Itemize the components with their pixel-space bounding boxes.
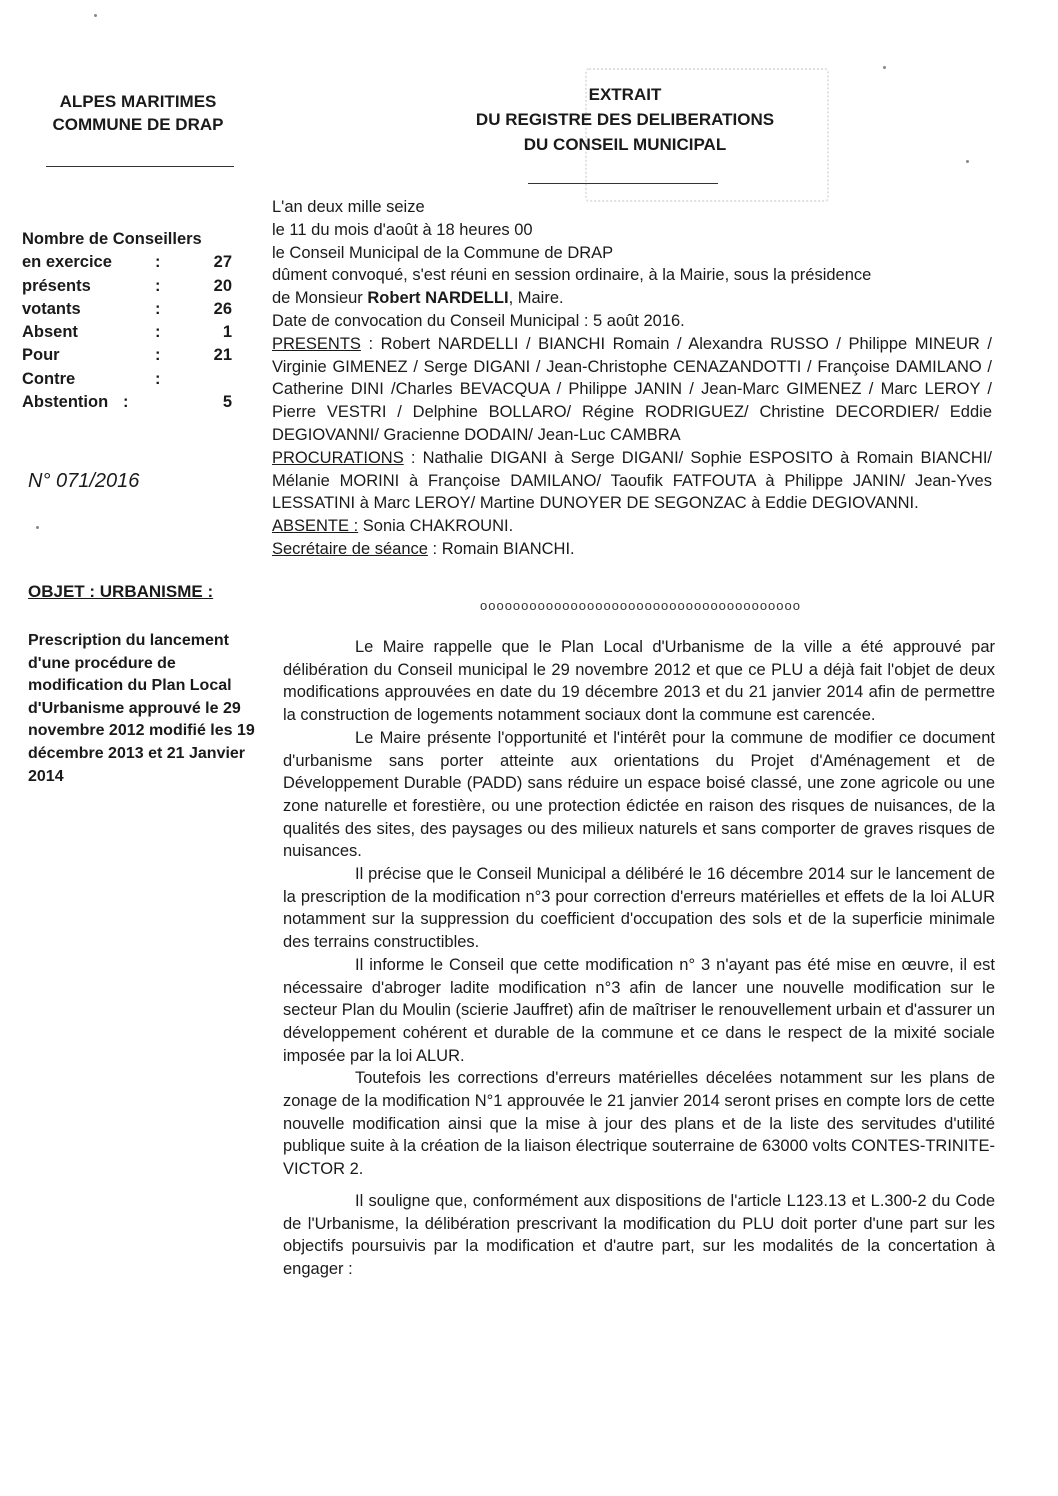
- section-separator: ooooooooooooooooooooooooooooooooooooooo: [480, 598, 801, 613]
- register-header: [455, 82, 795, 157]
- council-count-table: [22, 228, 232, 414]
- register-title-line1: EXTRAIT: [588, 85, 662, 104]
- scan-speck: [94, 14, 97, 17]
- presents-label: PRESENTS: [272, 334, 361, 353]
- stats-row-absent: Absent : 1: [22, 323, 232, 342]
- object-title: OBJET : URBANISME :: [28, 582, 214, 601]
- secretaire-label: Secrétaire de séance: [272, 539, 428, 558]
- register-divider: [528, 183, 718, 184]
- deliberation-number: N° 071/2016: [28, 470, 140, 492]
- absent-line: ABSENTE : Sonia CHAKROUNI.: [272, 517, 514, 536]
- header-divider: [46, 166, 234, 167]
- stats-row-contre: Contre :: [22, 369, 161, 388]
- session-year: L'an deux mille seize: [272, 198, 425, 216]
- deliberation-body: [283, 636, 995, 1281]
- body-paragraph: Le Maire rappelle que le Plan Local d'Urbanisme de la ville a été approuvé par délibération du Conseil municipal le 29 novembre 2012 et que ce PLU a déjà fait l'objet de deux modifications approuvées en date du 19 décembre 2013 et du 21 janvier 2014 afin de permettre la construction de logements notamment sociaux dont la commune est carencée.: [283, 638, 995, 725]
- register-title-line2: DU REGISTRE DES DELIBERATIONS: [475, 110, 775, 129]
- mayor-name: Robert NARDELLI: [367, 289, 509, 308]
- commune-header: [38, 90, 238, 136]
- register-title-line3: DU CONSEIL MUNICIPAL: [523, 135, 727, 154]
- session-convocation: dûment convoqué, s'est réuni en session ordinaire, à la Mairie, sous la présidence: [272, 266, 872, 285]
- session-details: [272, 196, 992, 561]
- body-paragraph: Il souligne que, conformément aux dispositions de l'article L123.13 et L.300-2 du Code de l'Urbanisme, la délibération prescrivant la modification du PLU doit porter d'une part sur les objectifs poursuivis par la modification et d'autre part, sur les modalités de la concertation à engager :: [283, 1191, 995, 1278]
- stats-row-votants: votants : 26: [22, 299, 232, 318]
- body-paragraph: Le Maire présente l'opportunité et l'intérêt pour la commune de modifier ce document d'urbanisme sans porter atteinte aux orientations du Projet d'Aménagement et de Développement Durable (PADD) sans réduire un espace boisé classé, une zone agricole ou une zone naturelle et forestière, ou une protection édictée en raison des risques de nuisances, de la qualités des sites, des paysages ou des milieux naturels et sans comporter de graves risques de nuisances.: [283, 728, 995, 861]
- absente-label: ABSENTE :: [272, 517, 359, 536]
- body-paragraph: Il précise que le Conseil Municipal a délibéré le 16 décembre 2014 sur le lancement de la prescription de la modification n°3 pour correction d'erreurs matérielles et effets de la loi ALUR notamment sur la suppression du coefficient d'occupation des sols et de la superficie minimale des terrains constructibles.: [283, 865, 995, 952]
- body-paragraph: Il informe le Conseil que cette modification n° 3 n'ayant pas été mise en œuvre, il est nécessaire d'abroger ladite modification n°3 afin de lancer une nouvelle modification sur le secteur Plan du Moulin (scierie Jauffret) afin de maîtriser le renouvellement urbain et d'assurer un développement cohérent et durable de la commune et ce dans le respect de la mixité sociale imposée par la loi ALUR.: [283, 955, 995, 1065]
- session-date: le 11 du mois d'août à 18 heures 00: [272, 220, 533, 239]
- department-name: ALPES MARITIMES: [59, 92, 217, 111]
- convocation-date: Date de convocation du Conseil Municipal : 5 août 2016.: [272, 311, 685, 330]
- body-paragraph: Toutefois les corrections d'erreurs matérielles décelées notamment sur les plans de zonage de la modification N°1 approuvée le 21 janvier 2014 seront prises en compte lors de cette nouvelle modification ainsi que la mise à jour des plans et de la liste des servitudes d'utilité publique suite à la création de la liaison électrique souterraine de 63000 volts CONTES-TRINITE-VICTOR 2.: [283, 1069, 995, 1179]
- procurations-list: PROCURATIONS : Nathalie DIGANI à Serge DIGANI/ Sophie ESPOSITO à Romain BIANCHI/ Mélanie MORINI à Françoise DAMILANO/ Taoufik FATFOUTA à Philippe JANIN/ Jean-Yves LESSATINI à Marc LEROY/ Martine DUNOYER DE SEGONZAC à Eddie DEGIOVANNI.: [272, 448, 992, 513]
- object-description: Prescription du lancement d'une procédure de modification du Plan Local d'Urbanisme approuvé le 29 novembre 2012 modifié les 19 décembre 2013 et 21 Janvier 2014: [28, 632, 255, 785]
- presents-list: PRESENTS : Robert NARDELLI / BIANCHI Romain / Alexandra RUSSO / Philippe MINEUR / Virginie GIMENEZ / Serge DIGANI / Jean-Christophe CENAZANDOTTI / Françoise DAMILANO / Catherine DINI /Charles BEVACQUA / Philippe JANIN / Jean-Marc GIMENEZ / Marc LEROY / Pierre VESTRI / Delphine BOLLARO/ Régine RODRIGUEZ/ Christine DECORDIER/ Eddie DEGIOVANNI/ Gracienne DODAIN/ Jean-Luc CAMBRA: [272, 334, 992, 444]
- stats-row-exercice: en exercice : 27: [22, 253, 232, 272]
- procurations-label: PROCURATIONS: [272, 448, 404, 467]
- session-council: le Conseil Municipal de la Commune de DRAP: [272, 243, 614, 262]
- stats-row-presents: présents : 20: [22, 276, 232, 295]
- scan-speck: [36, 526, 39, 529]
- commune-name: COMMUNE DE DRAP: [52, 115, 224, 134]
- stats-row-pour: Pour : 21: [22, 346, 232, 365]
- secretary-line: Secrétaire de séance : Romain BIANCHI.: [272, 539, 575, 558]
- stats-row-abstention: Abstention : 5: [22, 393, 232, 412]
- stats-heading: Nombre de Conseillers: [22, 230, 202, 248]
- session-president: de Monsieur Robert NARDELLI, Maire.: [272, 289, 564, 308]
- scan-speck: [883, 66, 886, 69]
- scan-speck: [966, 160, 969, 163]
